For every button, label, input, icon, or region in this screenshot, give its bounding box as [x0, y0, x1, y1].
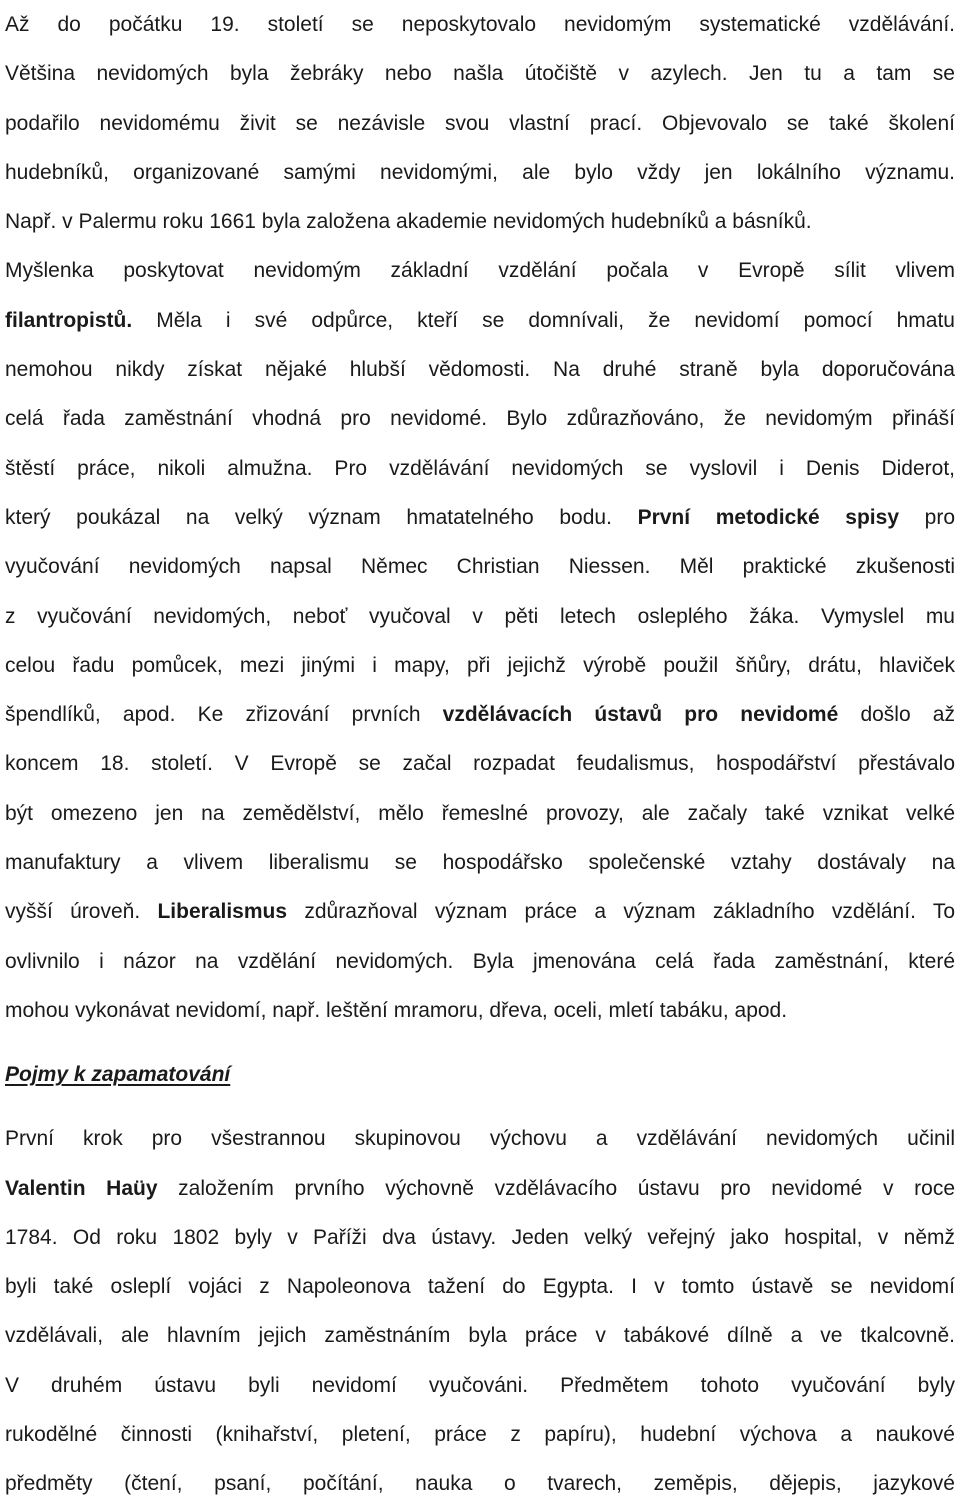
text-line	[5, 1164, 955, 1213]
text-segment: být omezeno jen na zemědělství, mělo řemeslné provozy, ale začaly také vznikat velké	[5, 801, 955, 825]
text-segment: byli také osleplí vojáci z Napoleonova tažení do Egypta. I v tomto ústavě se nevidomí	[5, 1275, 955, 1299]
text-line	[5, 838, 955, 887]
bold-term: Liberalismus	[157, 900, 288, 924]
text-line	[5, 1311, 955, 1360]
text-segment: zdůrazňoval význam práce a význam základního vzdělání. To	[287, 900, 955, 924]
text-segment: nemohou nikdy získat nějaké hlubší vědomosti. Na druhé straně byla doporučována	[5, 358, 955, 382]
paragraph-gap	[5, 1035, 955, 1050]
document-page	[5, 0, 955, 1509]
text-segment: vyučování nevidomých napsal Němec Christian Niessen. Měl praktické zkušenosti	[5, 555, 955, 579]
text-segment: celá řada zaměstnání vhodná pro nevidomé. Bylo zdůrazňováno, že nevidomým přináší	[5, 407, 955, 431]
text-segment: špendlíků, apod. Ke zřizování prvních	[5, 703, 443, 727]
text-segment: 1784. Od roku 1802 byly v Paříži dva ústavy. Jeden velký veřejný jako hospital, v němž	[5, 1225, 955, 1249]
text-segment: pro	[899, 505, 956, 529]
text-line	[5, 1114, 955, 1163]
text-line	[5, 246, 955, 295]
text-segment: z vyučování nevidomých, neboť vyučoval v pěti letech osleplého žáka. Vymyslel mu	[5, 604, 955, 628]
text-line	[5, 49, 955, 98]
text-line	[5, 937, 955, 986]
text-segment: V druhém ústavu byli nevidomí vyučováni. Předmětem tohoto vyučování byly	[5, 1373, 955, 1397]
text-line	[5, 542, 955, 591]
text-segment: celou řadu pomůcek, mezi jinými i mapy, při jejichž výrobě použil šňůry, drátu, hlaviček	[5, 653, 955, 677]
text-segment: podařilo nevidomému živit se nezávisle svou vlastní prací. Objevovalo se také školení	[5, 111, 955, 135]
text-line	[5, 1410, 955, 1459]
text-line	[5, 592, 955, 641]
history-paragraph	[5, 0, 955, 1035]
paragraph-gap	[5, 1099, 955, 1114]
text-segment: vzdělávali, ale hlavním jejich zaměstnáním byla práce v tabákové dílně a ve tkalcovně.	[5, 1324, 955, 1348]
text-segment: štěstí práce, nikoli almužna. Pro vzdělávání nevidomých se vyslovil i Denis Diderot,	[5, 456, 955, 480]
text-line	[5, 690, 955, 739]
text-segment: Většina nevidomých byla žebráky nebo našla útočiště v azylech. Jen tu a tam se	[5, 62, 955, 86]
text-line	[5, 986, 955, 1035]
text-segment: manufaktury a vlivem liberalismu se hospodářsko společenské vztahy dostávaly na	[5, 851, 955, 875]
text-line	[5, 789, 955, 838]
text-line	[5, 197, 955, 246]
text-segment: který poukázal na velký význam hmatatelného bodu.	[5, 505, 638, 529]
hauy-paragraph	[5, 1114, 955, 1508]
bold-term: filantropistů.	[5, 308, 133, 332]
text-segment: koncem 18. století. V Evropě se začal rozpadat feudalismus, hospodářství přestávalo	[5, 752, 955, 776]
text-line	[5, 493, 955, 542]
text-line	[5, 345, 955, 394]
text-line	[5, 1213, 955, 1262]
text-segment: Až do počátku 19. století se neposkytovalo nevidomým systematické vzdělávání.	[5, 13, 955, 36]
text-line	[5, 394, 955, 443]
text-line	[5, 1262, 955, 1311]
text-segment: došlo až	[838, 703, 955, 727]
text-segment: Měla i své odpůrce, kteří se domnívali, že nevidomí pomocí hmatu	[132, 308, 955, 332]
text-segment: vyšší úroveň.	[5, 900, 158, 924]
bold-term: vzdělávacích ústavů pro nevidomé	[442, 703, 839, 727]
text-segment: Např. v Palermu roku 1661 byla založena akademie nevidomých hudebníků a básníků.	[5, 210, 812, 234]
text-segment: rukodělné činnosti (knihařství, pletení, práce z papíru), hudební výchova a naukové	[5, 1423, 955, 1447]
text-line	[5, 1361, 955, 1410]
text-segment: hudebníků, organizované samými nevidomými, ale bylo vždy jen lokálního významu.	[5, 160, 955, 184]
text-line	[5, 739, 955, 788]
text-line	[5, 99, 955, 148]
text-segment: První krok pro všestrannou skupinovou výchovu a vzdělávání nevidomých učinil	[5, 1127, 955, 1151]
text-line	[5, 887, 955, 936]
bold-term: První metodické spisy	[637, 505, 899, 529]
text-segment: založením prvního výchovně vzdělávacího ústavu pro nevidomé v roce	[157, 1176, 956, 1200]
bold-term: Valentin Haüy	[5, 1176, 158, 1200]
text-line	[5, 641, 955, 690]
text-line	[5, 1459, 955, 1508]
text-segment: mohou vykonávat nevidomí, např. leštění mramoru, dřeva, oceli, mletí tabáku, apod.	[5, 998, 788, 1022]
text-segment: Myšlenka poskytovat nevidomým základní vzdělání počala v Evropě sílit vlivem	[5, 259, 955, 283]
text-segment: ovlivnilo i názor na vzdělání nevidomých. Byla jmenována celá řada zaměstnání, které	[5, 949, 955, 973]
text-line	[5, 0, 955, 49]
text-line	[5, 296, 955, 345]
text-segment: předměty (čtení, psaní, počítání, nauka o tvarech, zeměpis, dějepis, jazykové	[5, 1472, 955, 1496]
section-heading: Pojmy k zapamatování	[5, 1063, 231, 1087]
text-line	[5, 148, 955, 197]
text-line	[5, 444, 955, 493]
